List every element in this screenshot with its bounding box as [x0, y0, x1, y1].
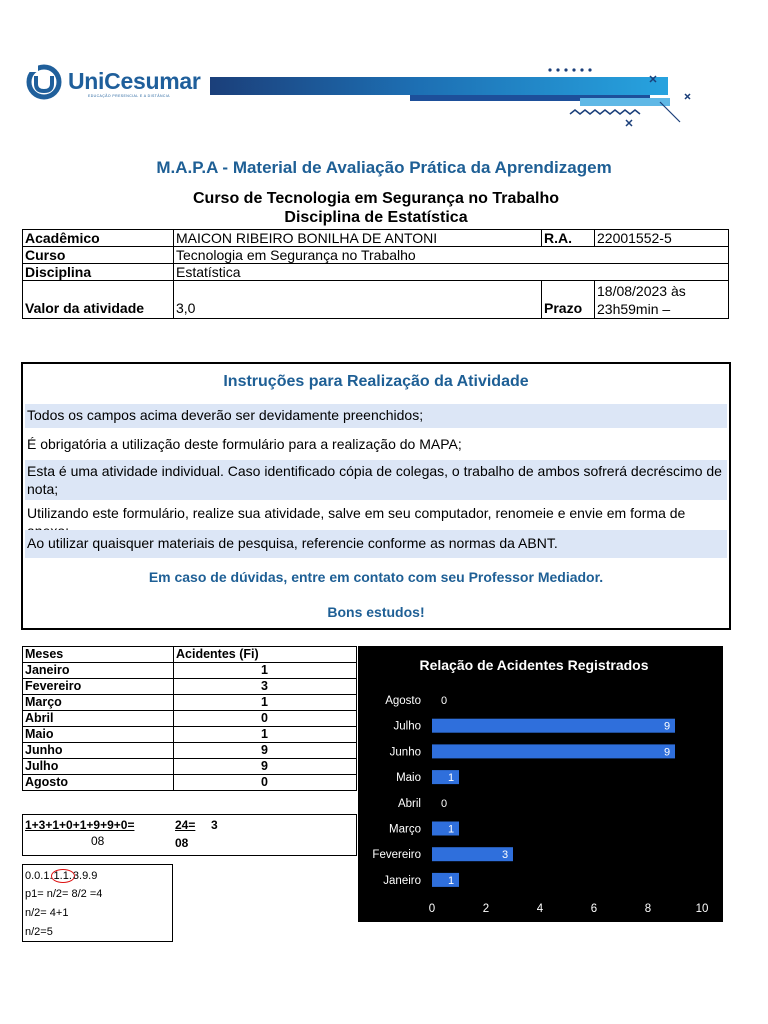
- category-label: Janeiro: [383, 874, 421, 887]
- data-label: 0: [440, 797, 448, 810]
- instruction-item: Esta é uma atividade individual. Caso identificado cópia de colegas, o trabalho de ambos sofrerá decréscimo de nota;: [25, 460, 727, 500]
- data-label: 9: [663, 720, 671, 733]
- sum-result-a: 24=: [175, 818, 196, 832]
- x-tick-label: 2: [482, 903, 490, 915]
- row-valor: [23, 281, 729, 319]
- p1-line: p1= n/2= 8/2 =4: [25, 888, 103, 900]
- sum-calculation: [22, 814, 357, 856]
- category-label: Julho: [393, 720, 421, 733]
- sum-divisor-b: 08: [175, 836, 189, 850]
- academico-label: Acadêmico: [23, 230, 174, 247]
- value-cell: 3: [174, 679, 357, 695]
- sum-divisor-a: 08: [91, 834, 105, 848]
- student-info-table: [22, 229, 729, 319]
- instruction-item: Todos os campos acima deverão ser devidamente preenchidos;: [25, 404, 727, 428]
- category-label: Março: [389, 823, 421, 836]
- table-row: [23, 727, 357, 743]
- value-cell: 1: [174, 695, 357, 711]
- accidents-table: [22, 646, 357, 791]
- n2-line: n/2= 4+1: [25, 907, 69, 919]
- month-cell: Agosto: [23, 775, 174, 791]
- col-acc-header: Acidentes (Fi): [174, 647, 357, 663]
- month-cell: Abril: [23, 711, 174, 727]
- category-label: Maio: [396, 772, 421, 785]
- month-cell: Maio: [23, 727, 174, 743]
- banner-decoration: [400, 62, 700, 132]
- table-row: [23, 679, 357, 695]
- x-tick-label: 8: [644, 903, 652, 915]
- ra-label: R.A.: [542, 230, 595, 247]
- curso-value: Tecnologia em Segurança no Trabalho: [174, 247, 729, 264]
- x-tick-label: 0: [428, 903, 436, 915]
- instruction-item: É obrigatória a utilização deste formulário para a realização do MAPA;: [27, 436, 462, 452]
- instruction-item: Utilizando este formulário, realize sua atividade, salve em seu computador, renomeie e envie em forma de: [27, 505, 686, 521]
- academico-value: MAICON RIBEIRO BONILHA DE ANTONI: [174, 230, 542, 247]
- value-cell: 9: [174, 743, 357, 759]
- discipline-title: Disciplina de Estatística: [284, 209, 468, 226]
- logo-name: UniCesumar: [68, 68, 201, 94]
- instructions-box: [21, 362, 731, 630]
- disciplina-label: Disciplina: [23, 264, 174, 281]
- table-header: [23, 647, 357, 663]
- data-label: 9: [663, 746, 671, 759]
- prazo-date: 18/08/2023 às: [597, 283, 686, 299]
- table-row: [23, 711, 357, 727]
- data-label: 1: [447, 823, 455, 836]
- accidents-chart: [358, 646, 723, 922]
- contact-note: Em caso de dúvidas, entre em contato com seu Professor Mediador.: [148, 569, 604, 585]
- table-row: [23, 663, 357, 679]
- valor-label: Valor da atividade: [23, 281, 174, 319]
- row-curso: [23, 247, 729, 264]
- month-cell: Janeiro: [23, 663, 174, 679]
- month-cell: Março: [23, 695, 174, 711]
- logo-icon: [26, 64, 66, 104]
- value-cell: 1: [174, 663, 357, 679]
- category-label: Agosto: [385, 695, 421, 707]
- instruction-item: Ao utilizar quaisquer materiais de pesquisa, referencie conforme as normas da ABNT.: [25, 530, 727, 558]
- value-cell: 9: [174, 759, 357, 775]
- logo-tagline: EDUCAÇÃO PRESENCIAL E A DISTÂNCIA: [88, 94, 170, 98]
- row-academico: [23, 230, 729, 247]
- table-row: [23, 695, 357, 711]
- data-label: 3: [501, 849, 509, 862]
- prazo-value: [595, 281, 729, 319]
- chart-svg: [358, 646, 723, 922]
- farewell-note: Bons estudos!: [327, 604, 425, 620]
- disciplina-value: Estatística: [174, 264, 729, 281]
- value-cell: 0: [174, 711, 357, 727]
- sorted-suffix: 3.9.9: [72, 870, 98, 882]
- ra-value: 22001552-5: [595, 230, 729, 247]
- col-month-header: Meses: [23, 647, 174, 663]
- value-cell: 0: [174, 775, 357, 791]
- bar: [432, 719, 675, 733]
- prazo-time: 23h59min –: [597, 301, 671, 317]
- sorted-values: [25, 869, 97, 883]
- bar: [432, 822, 459, 836]
- row-disciplina: [23, 264, 729, 281]
- bar: [432, 770, 459, 784]
- median-calculation: [22, 864, 173, 942]
- instructions-title: Instruções para Realização da Atividade: [223, 373, 529, 390]
- data-label: 1: [447, 874, 455, 887]
- bar: [432, 744, 675, 758]
- prazo-label: Prazo: [542, 281, 595, 319]
- sorted-circled: 1.1.: [51, 869, 75, 883]
- chart-title: Relação de Acidentes Registrados: [419, 657, 649, 673]
- mapa-title: M.A.P.A - Material de Avaliação Prática da Aprendizagem: [156, 158, 612, 177]
- sum-result-b: 3: [211, 818, 218, 832]
- x-tick-label: 10: [695, 903, 709, 915]
- course-title: Curso de Tecnologia em Segurança no Trabalho: [193, 190, 559, 207]
- category-label: Fevereiro: [372, 849, 421, 862]
- month-cell: Junho: [23, 743, 174, 759]
- data-label: 1: [447, 772, 455, 785]
- table-row: [23, 743, 357, 759]
- value-cell: 1: [174, 727, 357, 743]
- table-row: [23, 775, 357, 791]
- data-label: 0: [440, 695, 448, 707]
- n2-result: n/2=5: [25, 926, 53, 938]
- category-label: Abril: [397, 797, 421, 810]
- sum-line: 1+3+1+0+1+9+9+0=: [25, 818, 135, 832]
- table-row: [23, 759, 357, 775]
- bar: [432, 847, 513, 861]
- bar: [432, 873, 459, 887]
- curso-label: Curso: [23, 247, 174, 264]
- category-label: Junho: [389, 746, 421, 759]
- x-tick-label: 4: [536, 903, 544, 915]
- valor-value: 3,0: [174, 281, 542, 319]
- sorted-prefix: 0.0.1.: [25, 870, 53, 882]
- month-cell: Fevereiro: [23, 679, 174, 695]
- x-tick-label: 6: [590, 903, 598, 915]
- month-cell: Julho: [23, 759, 174, 775]
